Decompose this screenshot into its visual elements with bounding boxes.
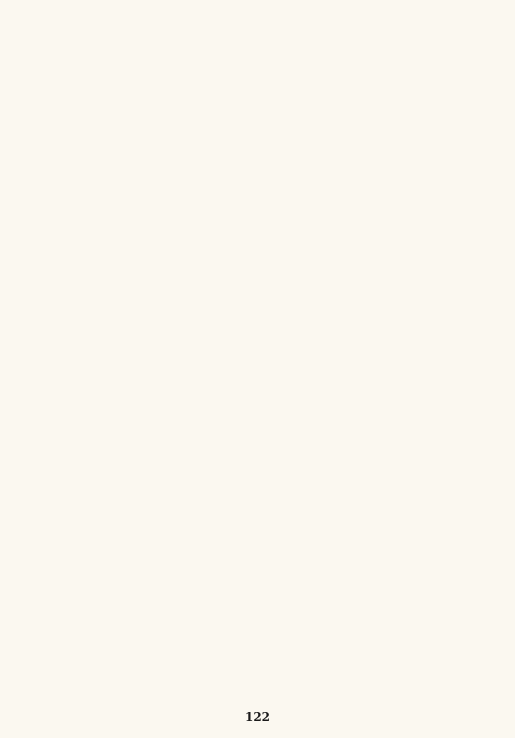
intro-paragraph [255,55,365,605]
page-number: 122 [244,710,271,724]
body-text [20,90,220,600]
